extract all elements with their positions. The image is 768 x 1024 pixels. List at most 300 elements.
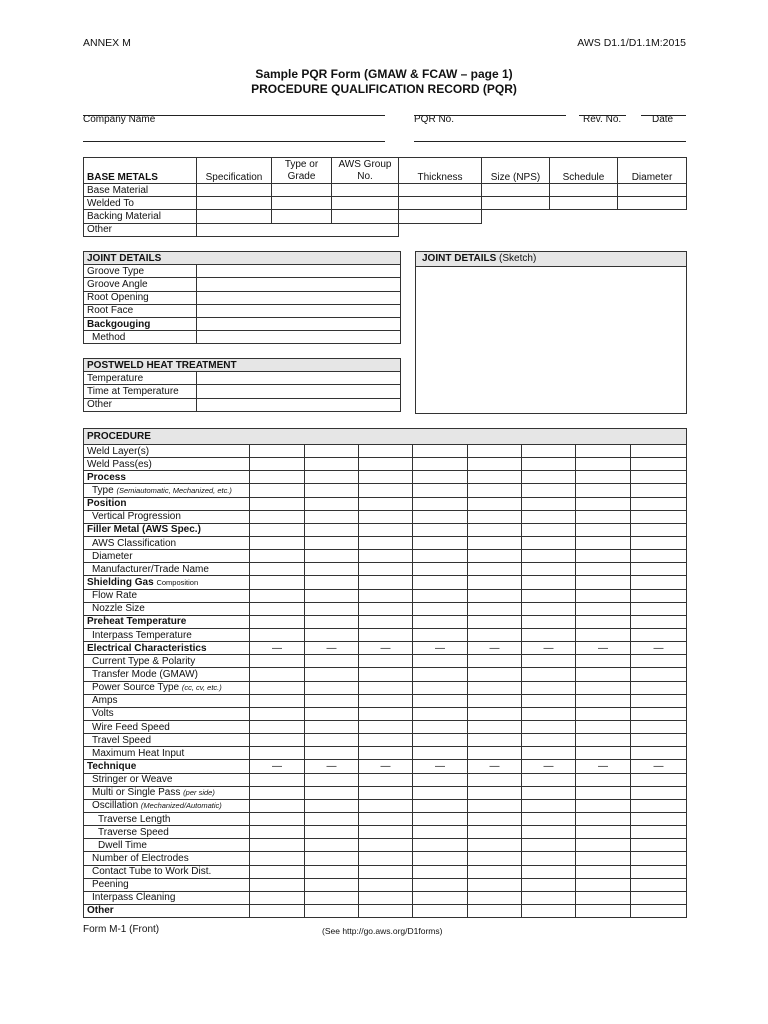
procedure-cell[interactable]	[468, 839, 522, 852]
cell[interactable]	[197, 398, 401, 411]
procedure-cell[interactable]	[468, 550, 522, 563]
procedure-cell[interactable]	[631, 839, 687, 852]
procedure-cell[interactable]	[631, 747, 687, 760]
procedure-cell[interactable]	[576, 628, 631, 641]
procedure-cell[interactable]	[522, 628, 576, 641]
procedure-cell[interactable]	[413, 786, 468, 799]
procedure-cell[interactable]	[359, 904, 413, 917]
procedure-cell[interactable]	[522, 720, 576, 733]
procedure-cell[interactable]	[522, 904, 576, 917]
procedure-cell[interactable]	[468, 826, 522, 839]
procedure-cell[interactable]	[468, 615, 522, 628]
procedure-cell[interactable]	[250, 694, 305, 707]
procedure-cell[interactable]	[413, 615, 468, 628]
procedure-cell[interactable]	[359, 668, 413, 681]
cell[interactable]	[550, 184, 618, 197]
procedure-cell[interactable]	[631, 445, 687, 458]
procedure-cell[interactable]	[576, 536, 631, 549]
procedure-cell[interactable]	[413, 839, 468, 852]
procedure-cell[interactable]	[305, 563, 359, 576]
procedure-cell[interactable]	[250, 826, 305, 839]
procedure-cell[interactable]	[359, 484, 413, 497]
procedure-cell[interactable]	[413, 510, 468, 523]
procedure-cell[interactable]	[413, 523, 468, 536]
procedure-cell[interactable]	[522, 458, 576, 471]
procedure-cell[interactable]	[522, 865, 576, 878]
procedure-cell[interactable]	[413, 865, 468, 878]
procedure-cell[interactable]	[468, 852, 522, 865]
procedure-cell[interactable]	[468, 694, 522, 707]
procedure-cell[interactable]	[305, 865, 359, 878]
procedure-cell[interactable]	[413, 497, 468, 510]
procedure-cell[interactable]	[305, 773, 359, 786]
procedure-cell[interactable]	[631, 681, 687, 694]
procedure-cell[interactable]	[413, 602, 468, 615]
procedure-cell[interactable]	[631, 668, 687, 681]
procedure-cell[interactable]	[359, 839, 413, 852]
procedure-cell[interactable]	[413, 681, 468, 694]
procedure-cell[interactable]	[305, 720, 359, 733]
procedure-cell[interactable]	[631, 655, 687, 668]
procedure-cell[interactable]	[359, 523, 413, 536]
procedure-cell[interactable]	[359, 826, 413, 839]
procedure-cell[interactable]	[250, 720, 305, 733]
procedure-cell[interactable]	[250, 773, 305, 786]
procedure-cell[interactable]	[522, 878, 576, 891]
cell[interactable]	[197, 197, 272, 210]
procedure-cell[interactable]	[576, 668, 631, 681]
procedure-cell[interactable]	[522, 799, 576, 812]
procedure-cell[interactable]	[413, 471, 468, 484]
procedure-cell[interactable]	[576, 497, 631, 510]
procedure-cell[interactable]	[250, 563, 305, 576]
procedure-cell[interactable]	[305, 747, 359, 760]
procedure-cell[interactable]	[305, 576, 359, 589]
procedure-cell[interactable]	[522, 891, 576, 904]
procedure-cell[interactable]	[522, 839, 576, 852]
procedure-cell[interactable]	[631, 720, 687, 733]
procedure-cell[interactable]	[250, 445, 305, 458]
procedure-cell[interactable]	[305, 445, 359, 458]
procedure-cell[interactable]	[250, 839, 305, 852]
procedure-cell[interactable]	[305, 694, 359, 707]
procedure-cell[interactable]	[468, 707, 522, 720]
procedure-cell[interactable]	[413, 576, 468, 589]
procedure-cell[interactable]	[413, 655, 468, 668]
procedure-cell[interactable]	[576, 445, 631, 458]
procedure-cell[interactable]	[250, 865, 305, 878]
procedure-cell[interactable]	[250, 852, 305, 865]
procedure-cell[interactable]	[250, 707, 305, 720]
procedure-cell[interactable]	[631, 484, 687, 497]
procedure-cell[interactable]	[468, 445, 522, 458]
procedure-cell[interactable]	[576, 799, 631, 812]
procedure-cell[interactable]	[576, 839, 631, 852]
procedure-cell[interactable]	[250, 536, 305, 549]
procedure-cell[interactable]	[413, 536, 468, 549]
procedure-cell[interactable]	[468, 891, 522, 904]
procedure-cell[interactable]	[576, 655, 631, 668]
procedure-cell[interactable]	[468, 799, 522, 812]
cell[interactable]	[332, 184, 399, 197]
procedure-cell[interactable]	[576, 865, 631, 878]
procedure-cell[interactable]	[468, 734, 522, 747]
procedure-cell[interactable]	[576, 773, 631, 786]
procedure-cell[interactable]	[359, 865, 413, 878]
procedure-cell[interactable]	[413, 773, 468, 786]
procedure-cell[interactable]	[305, 523, 359, 536]
cell[interactable]	[332, 210, 399, 223]
procedure-cell[interactable]	[359, 707, 413, 720]
cell[interactable]	[197, 184, 272, 197]
procedure-cell[interactable]	[359, 576, 413, 589]
cell[interactable]	[197, 372, 401, 385]
procedure-cell[interactable]	[305, 734, 359, 747]
procedure-cell[interactable]	[631, 615, 687, 628]
procedure-cell[interactable]	[359, 602, 413, 615]
procedure-cell[interactable]	[576, 891, 631, 904]
cell[interactable]	[399, 197, 482, 210]
procedure-cell[interactable]	[250, 668, 305, 681]
cell[interactable]	[272, 184, 332, 197]
procedure-cell[interactable]	[576, 694, 631, 707]
pqr-line-2[interactable]	[414, 141, 686, 142]
rev-no-field[interactable]	[579, 115, 626, 116]
procedure-cell[interactable]	[576, 576, 631, 589]
procedure-cell[interactable]	[250, 471, 305, 484]
procedure-cell[interactable]	[413, 628, 468, 641]
procedure-cell[interactable]	[576, 458, 631, 471]
procedure-cell[interactable]	[468, 865, 522, 878]
procedure-cell[interactable]	[250, 878, 305, 891]
cell[interactable]	[197, 291, 401, 304]
procedure-cell[interactable]	[413, 720, 468, 733]
procedure-cell[interactable]	[522, 563, 576, 576]
procedure-cell[interactable]	[631, 891, 687, 904]
procedure-cell[interactable]	[250, 484, 305, 497]
procedure-cell[interactable]	[576, 707, 631, 720]
procedure-cell[interactable]	[305, 628, 359, 641]
procedure-cell[interactable]	[522, 707, 576, 720]
forms-link[interactable]: (See http://go.aws.org/D1forms)	[322, 926, 443, 936]
procedure-cell[interactable]	[468, 589, 522, 602]
procedure-cell[interactable]	[631, 773, 687, 786]
procedure-cell[interactable]	[576, 550, 631, 563]
procedure-cell[interactable]	[522, 668, 576, 681]
procedure-cell[interactable]	[576, 510, 631, 523]
cell[interactable]	[618, 184, 687, 197]
cell[interactable]	[482, 184, 550, 197]
cell[interactable]	[550, 197, 618, 210]
procedure-cell[interactable]	[631, 865, 687, 878]
procedure-cell[interactable]	[359, 628, 413, 641]
cell[interactable]	[197, 385, 401, 398]
procedure-cell[interactable]	[305, 891, 359, 904]
procedure-cell[interactable]	[359, 734, 413, 747]
procedure-cell[interactable]	[576, 904, 631, 917]
procedure-cell[interactable]	[522, 497, 576, 510]
procedure-cell[interactable]	[413, 826, 468, 839]
procedure-cell[interactable]	[468, 576, 522, 589]
procedure-cell[interactable]	[522, 826, 576, 839]
cell[interactable]	[272, 197, 332, 210]
procedure-cell[interactable]	[631, 694, 687, 707]
procedure-cell[interactable]	[468, 510, 522, 523]
procedure-cell[interactable]	[359, 550, 413, 563]
procedure-cell[interactable]	[250, 523, 305, 536]
procedure-cell[interactable]	[305, 602, 359, 615]
procedure-cell[interactable]	[359, 747, 413, 760]
procedure-cell[interactable]	[631, 510, 687, 523]
procedure-cell[interactable]	[305, 812, 359, 825]
procedure-cell[interactable]	[250, 615, 305, 628]
procedure-cell[interactable]	[522, 471, 576, 484]
cell[interactable]	[272, 210, 332, 223]
procedure-cell[interactable]	[359, 773, 413, 786]
procedure-cell[interactable]	[305, 536, 359, 549]
procedure-cell[interactable]	[359, 812, 413, 825]
procedure-cell[interactable]	[305, 839, 359, 852]
procedure-cell[interactable]	[468, 471, 522, 484]
procedure-cell[interactable]	[468, 668, 522, 681]
procedure-cell[interactable]	[631, 826, 687, 839]
procedure-cell[interactable]	[522, 786, 576, 799]
procedure-cell[interactable]	[413, 458, 468, 471]
procedure-cell[interactable]	[413, 878, 468, 891]
procedure-cell[interactable]	[250, 747, 305, 760]
procedure-cell[interactable]	[576, 812, 631, 825]
procedure-cell[interactable]	[631, 550, 687, 563]
procedure-cell[interactable]	[576, 747, 631, 760]
procedure-cell[interactable]	[413, 734, 468, 747]
procedure-cell[interactable]	[305, 799, 359, 812]
procedure-cell[interactable]	[305, 878, 359, 891]
procedure-cell[interactable]	[359, 891, 413, 904]
procedure-cell[interactable]	[413, 694, 468, 707]
procedure-cell[interactable]	[631, 458, 687, 471]
procedure-cell[interactable]	[359, 563, 413, 576]
procedure-cell[interactable]	[413, 852, 468, 865]
procedure-cell[interactable]	[631, 878, 687, 891]
procedure-cell[interactable]	[359, 471, 413, 484]
procedure-cell[interactable]	[250, 628, 305, 641]
procedure-cell[interactable]	[359, 510, 413, 523]
procedure-cell[interactable]	[413, 563, 468, 576]
procedure-cell[interactable]	[250, 589, 305, 602]
procedure-cell[interactable]	[522, 655, 576, 668]
procedure-cell[interactable]	[250, 891, 305, 904]
procedure-cell[interactable]	[413, 668, 468, 681]
procedure-cell[interactable]	[468, 720, 522, 733]
procedure-cell[interactable]	[522, 747, 576, 760]
procedure-cell[interactable]	[576, 523, 631, 536]
procedure-cell[interactable]	[359, 878, 413, 891]
procedure-cell[interactable]	[359, 852, 413, 865]
procedure-cell[interactable]	[576, 826, 631, 839]
procedure-cell[interactable]	[305, 707, 359, 720]
procedure-cell[interactable]	[359, 497, 413, 510]
cell[interactable]	[399, 184, 482, 197]
procedure-cell[interactable]	[576, 720, 631, 733]
procedure-cell[interactable]	[413, 747, 468, 760]
procedure-cell[interactable]	[522, 445, 576, 458]
procedure-cell[interactable]	[359, 615, 413, 628]
cell[interactable]	[197, 331, 401, 344]
procedure-cell[interactable]	[305, 681, 359, 694]
cell[interactable]	[197, 210, 272, 223]
procedure-cell[interactable]	[576, 471, 631, 484]
procedure-cell[interactable]	[576, 786, 631, 799]
procedure-cell[interactable]	[359, 589, 413, 602]
procedure-cell[interactable]	[250, 799, 305, 812]
procedure-cell[interactable]	[522, 536, 576, 549]
procedure-cell[interactable]	[359, 681, 413, 694]
procedure-cell[interactable]	[522, 852, 576, 865]
procedure-cell[interactable]	[576, 734, 631, 747]
procedure-cell[interactable]	[468, 563, 522, 576]
procedure-cell[interactable]	[631, 576, 687, 589]
procedure-cell[interactable]	[413, 799, 468, 812]
procedure-cell[interactable]	[631, 812, 687, 825]
procedure-cell[interactable]	[522, 484, 576, 497]
procedure-cell[interactable]	[305, 471, 359, 484]
procedure-cell[interactable]	[522, 550, 576, 563]
procedure-cell[interactable]	[250, 576, 305, 589]
procedure-cell[interactable]	[250, 550, 305, 563]
procedure-cell[interactable]	[305, 655, 359, 668]
procedure-cell[interactable]	[522, 615, 576, 628]
procedure-cell[interactable]	[631, 852, 687, 865]
procedure-cell[interactable]	[631, 471, 687, 484]
procedure-cell[interactable]	[359, 458, 413, 471]
procedure-cell[interactable]	[413, 904, 468, 917]
procedure-cell[interactable]	[631, 563, 687, 576]
procedure-cell[interactable]	[359, 799, 413, 812]
procedure-cell[interactable]	[305, 497, 359, 510]
procedure-cell[interactable]	[468, 628, 522, 641]
procedure-cell[interactable]	[305, 904, 359, 917]
company-name-field-2[interactable]	[83, 141, 385, 142]
procedure-cell[interactable]	[250, 458, 305, 471]
procedure-cell[interactable]	[576, 484, 631, 497]
procedure-cell[interactable]	[631, 536, 687, 549]
procedure-cell[interactable]	[305, 484, 359, 497]
procedure-cell[interactable]	[305, 786, 359, 799]
cell[interactable]	[332, 197, 399, 210]
pqr-no-field[interactable]	[414, 115, 566, 116]
procedure-cell[interactable]	[631, 589, 687, 602]
procedure-cell[interactable]	[359, 786, 413, 799]
procedure-cell[interactable]	[305, 458, 359, 471]
procedure-cell[interactable]	[631, 523, 687, 536]
procedure-cell[interactable]	[576, 852, 631, 865]
procedure-cell[interactable]	[250, 655, 305, 668]
cell[interactable]	[197, 265, 401, 278]
procedure-cell[interactable]	[413, 891, 468, 904]
procedure-cell[interactable]	[522, 602, 576, 615]
procedure-cell[interactable]	[305, 852, 359, 865]
procedure-cell[interactable]	[468, 786, 522, 799]
cell[interactable]	[618, 197, 687, 210]
joint-sketch-box[interactable]	[415, 251, 687, 414]
cell[interactable]	[197, 317, 401, 330]
procedure-cell[interactable]	[413, 484, 468, 497]
date-field[interactable]	[641, 115, 686, 116]
procedure-cell[interactable]	[576, 602, 631, 615]
procedure-cell[interactable]	[468, 773, 522, 786]
procedure-cell[interactable]	[631, 904, 687, 917]
procedure-cell[interactable]	[522, 576, 576, 589]
procedure-cell[interactable]	[522, 773, 576, 786]
procedure-cell[interactable]	[468, 536, 522, 549]
procedure-cell[interactable]	[250, 497, 305, 510]
cell[interactable]	[197, 304, 401, 317]
procedure-cell[interactable]	[468, 523, 522, 536]
procedure-cell[interactable]	[250, 812, 305, 825]
company-name-field[interactable]	[83, 115, 385, 116]
procedure-cell[interactable]	[522, 523, 576, 536]
procedure-cell[interactable]	[468, 458, 522, 471]
procedure-cell[interactable]	[413, 445, 468, 458]
procedure-cell[interactable]	[250, 602, 305, 615]
procedure-cell[interactable]	[305, 668, 359, 681]
procedure-cell[interactable]	[631, 497, 687, 510]
cell[interactable]	[197, 278, 401, 291]
procedure-cell[interactable]	[631, 707, 687, 720]
procedure-cell[interactable]	[468, 904, 522, 917]
procedure-cell[interactable]	[359, 655, 413, 668]
procedure-cell[interactable]	[468, 484, 522, 497]
cell[interactable]	[482, 197, 550, 210]
procedure-cell[interactable]	[359, 720, 413, 733]
cell[interactable]	[197, 223, 399, 236]
procedure-cell[interactable]	[413, 550, 468, 563]
procedure-cell[interactable]	[631, 734, 687, 747]
procedure-cell[interactable]	[468, 681, 522, 694]
procedure-cell[interactable]	[305, 826, 359, 839]
procedure-cell[interactable]	[468, 497, 522, 510]
procedure-cell[interactable]	[250, 681, 305, 694]
procedure-cell[interactable]	[305, 615, 359, 628]
procedure-cell[interactable]	[468, 602, 522, 615]
procedure-cell[interactable]	[250, 510, 305, 523]
procedure-cell[interactable]	[576, 563, 631, 576]
procedure-cell[interactable]	[468, 812, 522, 825]
procedure-cell[interactable]	[250, 734, 305, 747]
procedure-cell[interactable]	[631, 786, 687, 799]
procedure-cell[interactable]	[468, 655, 522, 668]
procedure-cell[interactable]	[359, 445, 413, 458]
procedure-cell[interactable]	[468, 878, 522, 891]
cell[interactable]	[399, 210, 482, 223]
procedure-cell[interactable]	[468, 747, 522, 760]
procedure-cell[interactable]	[413, 589, 468, 602]
procedure-cell[interactable]	[305, 550, 359, 563]
procedure-cell[interactable]	[413, 707, 468, 720]
procedure-cell[interactable]	[522, 694, 576, 707]
procedure-cell[interactable]	[522, 681, 576, 694]
procedure-cell[interactable]	[522, 812, 576, 825]
procedure-cell[interactable]	[631, 628, 687, 641]
procedure-cell[interactable]	[522, 510, 576, 523]
procedure-cell[interactable]	[305, 589, 359, 602]
procedure-cell[interactable]	[631, 799, 687, 812]
procedure-cell[interactable]	[359, 536, 413, 549]
procedure-cell[interactable]	[250, 786, 305, 799]
procedure-cell[interactable]	[359, 694, 413, 707]
procedure-cell[interactable]	[250, 904, 305, 917]
procedure-cell[interactable]	[413, 812, 468, 825]
